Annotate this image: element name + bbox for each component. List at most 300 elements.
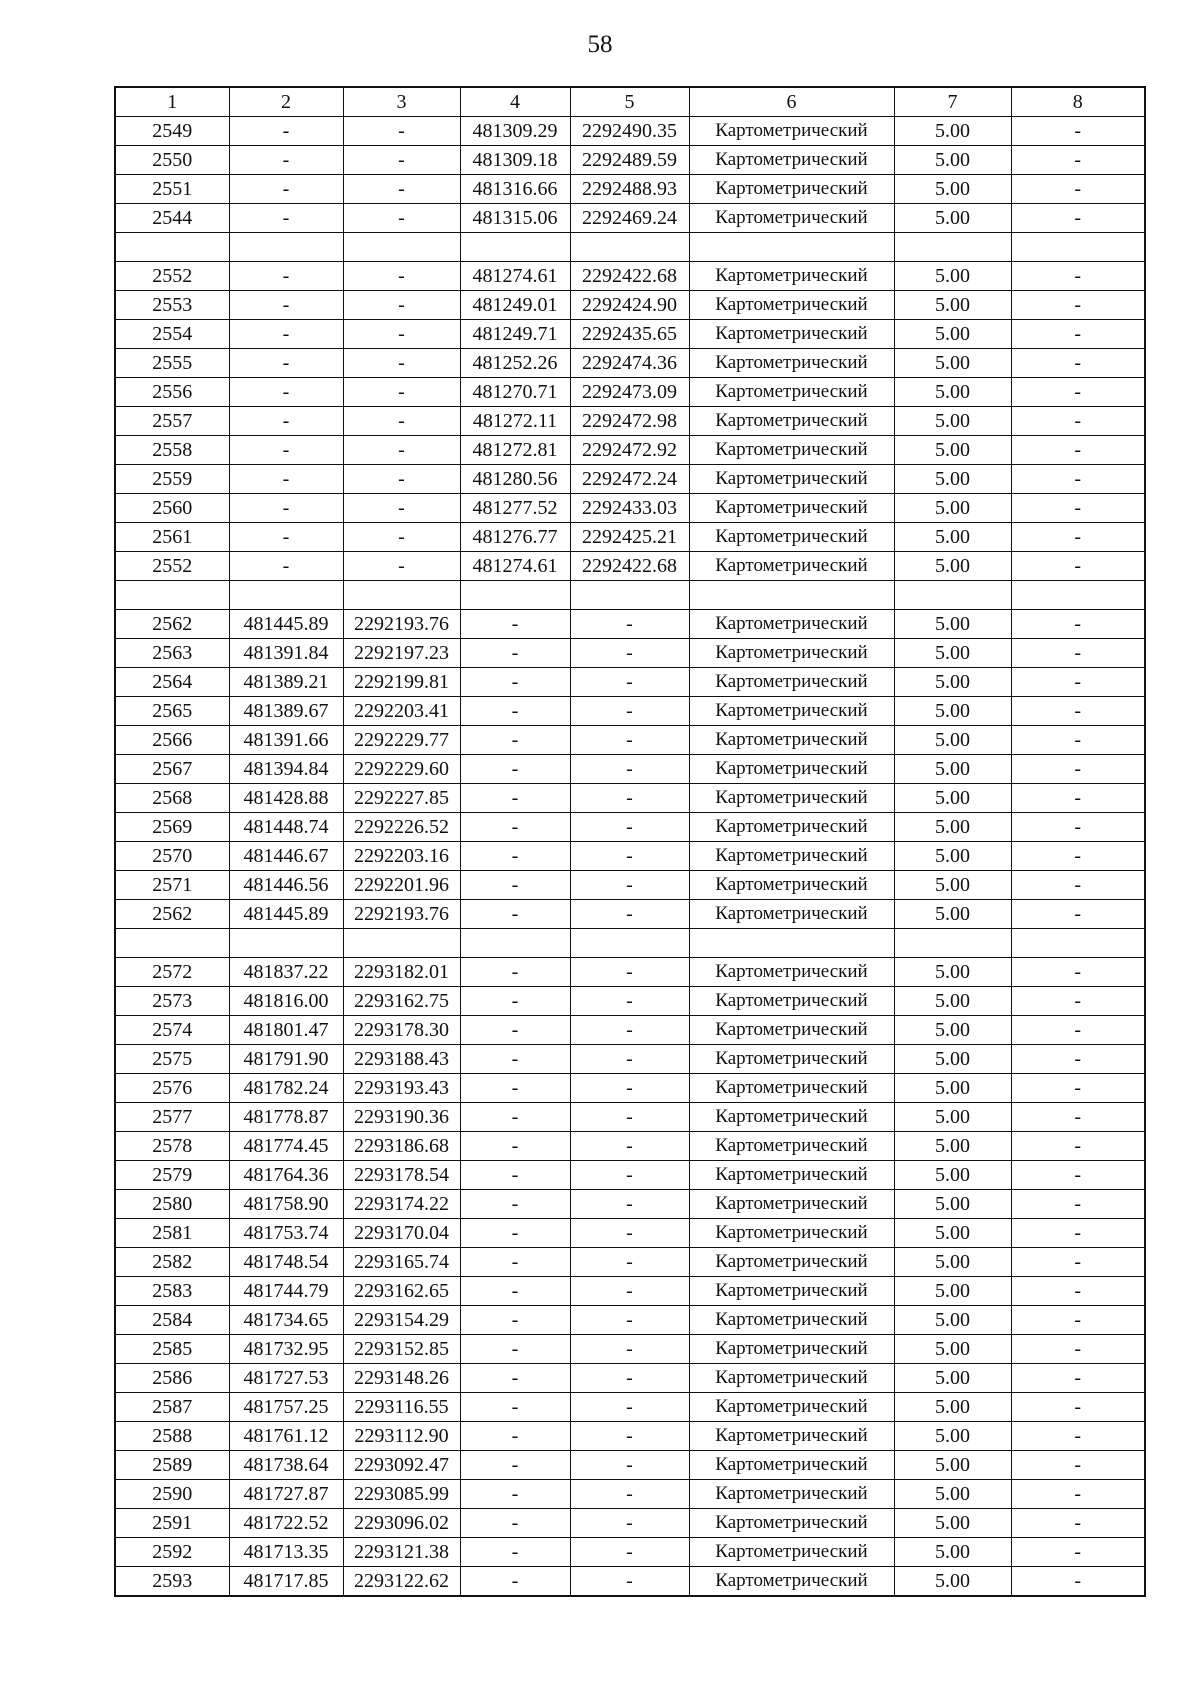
table-cell-col-2: 481791.90 xyxy=(229,1045,343,1074)
table-cell-col-2: 481727.87 xyxy=(229,1480,343,1509)
table-row xyxy=(115,465,1145,494)
table-cell-col-5 xyxy=(570,929,689,958)
table-cell-col-6: Картометрический xyxy=(689,639,894,668)
table-cell-col-5: - xyxy=(570,1277,689,1306)
table-cell-col-8: - xyxy=(1011,610,1145,639)
header-cell-3: 3 xyxy=(343,87,460,117)
table-cell-col-8: - xyxy=(1011,1480,1145,1509)
table-cell-col-6: Картометрический xyxy=(689,1219,894,1248)
table-row xyxy=(115,1016,1145,1045)
table-cell-col-7: 5.00 xyxy=(894,1509,1011,1538)
table-cell-col-5: 2292473.09 xyxy=(570,378,689,407)
table-cell-col-2: 481445.89 xyxy=(229,900,343,929)
table-cell-col-5: - xyxy=(570,1219,689,1248)
table-cell-col-1: 2585 xyxy=(115,1335,229,1364)
table-cell-col-4: - xyxy=(460,1045,570,1074)
table-cell-col-3: 2292203.16 xyxy=(343,842,460,871)
table-cell-col-2: 481778.87 xyxy=(229,1103,343,1132)
table-cell-col-2 xyxy=(229,929,343,958)
table-row xyxy=(115,1045,1145,1074)
table-cell-col-2: - xyxy=(229,436,343,465)
table-cell-col-4: - xyxy=(460,1074,570,1103)
table-cell-col-4: - xyxy=(460,1393,570,1422)
table-cell-col-7: 5.00 xyxy=(894,987,1011,1016)
table-cell-col-3: - xyxy=(343,494,460,523)
table-cell-col-8: - xyxy=(1011,436,1145,465)
table-cell-col-2: 481734.65 xyxy=(229,1306,343,1335)
header-cell-4: 4 xyxy=(460,87,570,117)
table-cell-col-3: - xyxy=(343,436,460,465)
table-cell-col-8: - xyxy=(1011,262,1145,291)
table-row xyxy=(115,1422,1145,1451)
table-cell-col-1: 2557 xyxy=(115,407,229,436)
table-cell-col-5: - xyxy=(570,813,689,842)
table-cell-col-4: 481309.18 xyxy=(460,146,570,175)
table-cell-col-7: 5.00 xyxy=(894,1248,1011,1277)
table-cell-col-8: - xyxy=(1011,784,1145,813)
table-cell-col-2: 481757.25 xyxy=(229,1393,343,1422)
table-row xyxy=(115,1190,1145,1219)
table-cell-col-6: Картометрический xyxy=(689,146,894,175)
table-cell-col-4: - xyxy=(460,668,570,697)
table-cell-col-7: 5.00 xyxy=(894,668,1011,697)
table-cell-col-4: - xyxy=(460,1509,570,1538)
table-row xyxy=(115,842,1145,871)
table-cell-col-6: Картометрический xyxy=(689,291,894,320)
table-cell-col-4 xyxy=(460,581,570,610)
table-cell-col-3: 2293154.29 xyxy=(343,1306,460,1335)
table-cell-col-1: 2572 xyxy=(115,958,229,987)
table-cell-col-3: 2292229.77 xyxy=(343,726,460,755)
table-cell-col-6: Картометрический xyxy=(689,117,894,146)
table-cell-col-2: - xyxy=(229,146,343,175)
table-row xyxy=(115,581,1145,610)
table-cell-col-7: 5.00 xyxy=(894,465,1011,494)
table-cell-col-7: 5.00 xyxy=(894,262,1011,291)
table-cell-col-1: 2558 xyxy=(115,436,229,465)
table-cell-col-1: 2575 xyxy=(115,1045,229,1074)
table-row xyxy=(115,262,1145,291)
table-cell-col-3: - xyxy=(343,320,460,349)
table-cell-col-8: - xyxy=(1011,175,1145,204)
table-cell-col-8: - xyxy=(1011,1422,1145,1451)
table-cell-col-6: Картометрический xyxy=(689,378,894,407)
table-cell-col-5: - xyxy=(570,1567,689,1597)
table-cell-col-3 xyxy=(343,233,460,262)
table-cell-col-6 xyxy=(689,233,894,262)
table-cell-col-7: 5.00 xyxy=(894,900,1011,929)
table-cell-col-8: - xyxy=(1011,146,1145,175)
header-cell-8: 8 xyxy=(1011,87,1145,117)
table-cell-col-5: 2292422.68 xyxy=(570,262,689,291)
table-cell-col-3: 2292193.76 xyxy=(343,610,460,639)
table-cell-col-1: 2563 xyxy=(115,639,229,668)
table-cell-col-2: 481722.52 xyxy=(229,1509,343,1538)
table-cell-col-7: 5.00 xyxy=(894,1422,1011,1451)
table-cell-col-4: - xyxy=(460,1161,570,1190)
table-row xyxy=(115,1277,1145,1306)
table-cell-col-1 xyxy=(115,929,229,958)
table-cell-col-7: 5.00 xyxy=(894,1306,1011,1335)
table-cell-col-1: 2577 xyxy=(115,1103,229,1132)
table-cell-col-4: - xyxy=(460,1016,570,1045)
table-cell-col-5: - xyxy=(570,1132,689,1161)
table-cell-col-4: 481272.81 xyxy=(460,436,570,465)
table-cell-col-4: 481272.11 xyxy=(460,407,570,436)
table-cell-col-7: 5.00 xyxy=(894,1538,1011,1567)
table-cell-col-4: 481252.26 xyxy=(460,349,570,378)
table-cell-col-3: 2292193.76 xyxy=(343,900,460,929)
table-cell-col-5: - xyxy=(570,987,689,1016)
table-cell-col-7: 5.00 xyxy=(894,1016,1011,1045)
table-cell-col-1: 2589 xyxy=(115,1451,229,1480)
table-cell-col-3: 2293148.26 xyxy=(343,1364,460,1393)
table-cell-col-6 xyxy=(689,581,894,610)
table-cell-col-4: - xyxy=(460,813,570,842)
table-cell-col-6: Картометрический xyxy=(689,1277,894,1306)
table-cell-col-5: - xyxy=(570,1045,689,1074)
table-cell-col-8: - xyxy=(1011,1248,1145,1277)
table-cell-col-5: - xyxy=(570,1422,689,1451)
table-cell-col-8: - xyxy=(1011,1045,1145,1074)
table-cell-col-3: 2292226.52 xyxy=(343,813,460,842)
table-row xyxy=(115,204,1145,233)
table-cell-col-8: - xyxy=(1011,117,1145,146)
table-cell-col-8 xyxy=(1011,233,1145,262)
table-cell-col-8: - xyxy=(1011,204,1145,233)
table-cell-col-7: 5.00 xyxy=(894,1190,1011,1219)
table-cell-col-1: 2591 xyxy=(115,1509,229,1538)
table-cell-col-8: - xyxy=(1011,1074,1145,1103)
table-cell-col-8: - xyxy=(1011,349,1145,378)
table-cell-col-1: 2583 xyxy=(115,1277,229,1306)
table-cell-col-4: 481274.61 xyxy=(460,262,570,291)
table-cell-col-1: 2552 xyxy=(115,552,229,581)
table-cell-col-8 xyxy=(1011,581,1145,610)
table-cell-col-3: 2293096.02 xyxy=(343,1509,460,1538)
table-cell-col-3: 2292203.41 xyxy=(343,697,460,726)
table-cell-col-3: 2293174.22 xyxy=(343,1190,460,1219)
table-cell-col-4: - xyxy=(460,639,570,668)
table-cell-col-7: 5.00 xyxy=(894,204,1011,233)
table-cell-col-5: 2292422.68 xyxy=(570,552,689,581)
table-cell-col-6: Картометрический xyxy=(689,1190,894,1219)
table-cell-col-8: - xyxy=(1011,1393,1145,1422)
table-cell-col-4: 481277.52 xyxy=(460,494,570,523)
table-cell-col-4: 481280.56 xyxy=(460,465,570,494)
table-cell-col-6: Картометрический xyxy=(689,1509,894,1538)
table-cell-col-5: - xyxy=(570,755,689,784)
table-row xyxy=(115,378,1145,407)
table-cell-col-5: - xyxy=(570,1190,689,1219)
table-cell-col-6: Картометрический xyxy=(689,813,894,842)
page-number: 58 xyxy=(587,31,613,58)
table-cell-col-8: - xyxy=(1011,1538,1145,1567)
table-cell-col-6: Картометрический xyxy=(689,1161,894,1190)
table-row xyxy=(115,1161,1145,1190)
table-cell-col-3: 2293085.99 xyxy=(343,1480,460,1509)
table-cell-col-1: 2556 xyxy=(115,378,229,407)
table-row xyxy=(115,813,1145,842)
table-row xyxy=(115,958,1145,987)
table-cell-col-2: 481837.22 xyxy=(229,958,343,987)
table-row xyxy=(115,1103,1145,1132)
table-cell-col-1: 2590 xyxy=(115,1480,229,1509)
table-cell-col-3: 2293152.85 xyxy=(343,1335,460,1364)
table-cell-col-6: Картометрический xyxy=(689,987,894,1016)
header-row xyxy=(115,87,1145,117)
table-cell-col-4 xyxy=(460,233,570,262)
header-cell-7: 7 xyxy=(894,87,1011,117)
table-cell-col-5: - xyxy=(570,639,689,668)
table-cell-col-7: 5.00 xyxy=(894,1335,1011,1364)
table-cell-col-8: - xyxy=(1011,842,1145,871)
header-cell-2: 2 xyxy=(229,87,343,117)
table-cell-col-6: Картометрический xyxy=(689,871,894,900)
table-cell-col-3: - xyxy=(343,552,460,581)
table-cell-col-6: Картометрический xyxy=(689,494,894,523)
table-cell-col-2: 481738.64 xyxy=(229,1451,343,1480)
table-cell-col-5 xyxy=(570,233,689,262)
table-cell-col-8: - xyxy=(1011,987,1145,1016)
header-cell-6: 6 xyxy=(689,87,894,117)
table-row xyxy=(115,523,1145,552)
table-cell-col-2 xyxy=(229,233,343,262)
table-cell-col-2: - xyxy=(229,117,343,146)
table-cell-col-8: - xyxy=(1011,494,1145,523)
table-cell-col-2: 481394.84 xyxy=(229,755,343,784)
table-cell-col-3: 2293190.36 xyxy=(343,1103,460,1132)
table-cell-col-3: 2293162.65 xyxy=(343,1277,460,1306)
table-cell-col-8: - xyxy=(1011,407,1145,436)
table-cell-col-5: - xyxy=(570,1074,689,1103)
table-cell-col-5: - xyxy=(570,1364,689,1393)
table-cell-col-4: 481249.71 xyxy=(460,320,570,349)
table-cell-col-6: Картометрический xyxy=(689,958,894,987)
table-row xyxy=(115,407,1145,436)
table-cell-col-2: - xyxy=(229,204,343,233)
table-cell-col-4: - xyxy=(460,987,570,1016)
header-cell-1: 1 xyxy=(115,87,229,117)
table-cell-col-2: - xyxy=(229,552,343,581)
table-cell-col-1: 2567 xyxy=(115,755,229,784)
table-cell-col-2: 481801.47 xyxy=(229,1016,343,1045)
table-cell-col-4: 481270.71 xyxy=(460,378,570,407)
table-cell-col-1: 2580 xyxy=(115,1190,229,1219)
table-cell-col-7: 5.00 xyxy=(894,117,1011,146)
table-cell-col-2: - xyxy=(229,378,343,407)
table-cell-col-7: 5.00 xyxy=(894,1393,1011,1422)
table-cell-col-5: - xyxy=(570,1480,689,1509)
table-cell-col-1: 2562 xyxy=(115,610,229,639)
table-cell-col-5: - xyxy=(570,1335,689,1364)
table-cell-col-4: - xyxy=(460,1132,570,1161)
table-cell-col-6: Картометрический xyxy=(689,610,894,639)
table-cell-col-3: 2293178.54 xyxy=(343,1161,460,1190)
table-cell-col-5: - xyxy=(570,1451,689,1480)
table-row xyxy=(115,552,1145,581)
table-cell-col-3: 2293186.68 xyxy=(343,1132,460,1161)
table-cell-col-5: - xyxy=(570,1538,689,1567)
table-cell-col-3: 2293165.74 xyxy=(343,1248,460,1277)
table-cell-col-1: 2571 xyxy=(115,871,229,900)
table-cell-col-2: 481758.90 xyxy=(229,1190,343,1219)
table-cell-col-7: 5.00 xyxy=(894,1219,1011,1248)
table-cell-col-5: 2292488.93 xyxy=(570,175,689,204)
table-cell-col-2: - xyxy=(229,175,343,204)
table-cell-col-3 xyxy=(343,581,460,610)
table-cell-col-5: - xyxy=(570,871,689,900)
table-cell-col-7: 5.00 xyxy=(894,958,1011,987)
table-cell-col-7: 5.00 xyxy=(894,1074,1011,1103)
table-cell-col-6: Картометрический xyxy=(689,668,894,697)
table-cell-col-3: - xyxy=(343,523,460,552)
table-cell-col-5: - xyxy=(570,668,689,697)
table-cell-col-5: - xyxy=(570,1248,689,1277)
table-cell-col-8: - xyxy=(1011,900,1145,929)
table-cell-col-1: 2570 xyxy=(115,842,229,871)
table-cell-col-6: Картометрический xyxy=(689,1393,894,1422)
table-cell-col-5: 2292472.92 xyxy=(570,436,689,465)
table-cell-col-7: 5.00 xyxy=(894,639,1011,668)
table-row xyxy=(115,929,1145,958)
table-row xyxy=(115,349,1145,378)
table-cell-col-2: 481764.36 xyxy=(229,1161,343,1190)
table-cell-col-3: - xyxy=(343,175,460,204)
table-cell-col-7: 5.00 xyxy=(894,552,1011,581)
table-cell-col-6: Картометрический xyxy=(689,436,894,465)
table-cell-col-3: - xyxy=(343,378,460,407)
table-cell-col-1: 2564 xyxy=(115,668,229,697)
table-cell-col-1: 2549 xyxy=(115,117,229,146)
table-cell-col-7: 5.00 xyxy=(894,320,1011,349)
table-cell-col-4: - xyxy=(460,1480,570,1509)
table-cell-col-8: - xyxy=(1011,871,1145,900)
table-cell-col-3: 2293170.04 xyxy=(343,1219,460,1248)
table-cell-col-8: - xyxy=(1011,1132,1145,1161)
table-cell-col-4: 481276.77 xyxy=(460,523,570,552)
table-row xyxy=(115,175,1145,204)
table-cell-col-7 xyxy=(894,581,1011,610)
table-cell-col-6: Картометрический xyxy=(689,552,894,581)
table-cell-col-1: 2566 xyxy=(115,726,229,755)
table-cell-col-6: Картометрический xyxy=(689,755,894,784)
table-cell-col-5: - xyxy=(570,610,689,639)
table-cell-col-2: 481445.89 xyxy=(229,610,343,639)
table-cell-col-7: 5.00 xyxy=(894,291,1011,320)
table-cell-col-4: - xyxy=(460,726,570,755)
table-cell-col-4: - xyxy=(460,1306,570,1335)
table-cell-col-6: Картометрический xyxy=(689,726,894,755)
table-cell-col-1: 2568 xyxy=(115,784,229,813)
table-cell-col-5: - xyxy=(570,958,689,987)
table-cell-col-4: - xyxy=(460,1567,570,1597)
table-row xyxy=(115,1074,1145,1103)
table-cell-col-8: - xyxy=(1011,958,1145,987)
table-cell-col-1: 2592 xyxy=(115,1538,229,1567)
table-cell-col-1: 2581 xyxy=(115,1219,229,1248)
table-cell-col-5: 2292435.65 xyxy=(570,320,689,349)
table-cell-col-4: - xyxy=(460,610,570,639)
table-cell-col-7: 5.00 xyxy=(894,175,1011,204)
table-cell-col-8: - xyxy=(1011,1016,1145,1045)
table-cell-col-4: - xyxy=(460,1219,570,1248)
table-cell-col-2: 481428.88 xyxy=(229,784,343,813)
table-cell-col-2: 481446.67 xyxy=(229,842,343,871)
table-cell-col-3: - xyxy=(343,117,460,146)
table-cell-col-6: Картометрический xyxy=(689,842,894,871)
table-cell-col-7 xyxy=(894,929,1011,958)
table-cell-col-4: - xyxy=(460,1335,570,1364)
table-cell-col-5: 2292425.21 xyxy=(570,523,689,552)
table-cell-col-5: 2292489.59 xyxy=(570,146,689,175)
table-cell-col-3: 2293178.30 xyxy=(343,1016,460,1045)
table-cell-col-6: Картометрический xyxy=(689,1364,894,1393)
table-cell-col-2: 481717.85 xyxy=(229,1567,343,1597)
table-body xyxy=(115,117,1145,1597)
table-cell-col-3: 2293116.55 xyxy=(343,1393,460,1422)
table-cell-col-5: - xyxy=(570,1393,689,1422)
table-cell-col-5: - xyxy=(570,1103,689,1132)
table-cell-col-2: - xyxy=(229,291,343,320)
table-cell-col-5: 2292433.03 xyxy=(570,494,689,523)
table-cell-col-6: Картометрический xyxy=(689,1538,894,1567)
table-cell-col-5: - xyxy=(570,1509,689,1538)
table-cell-col-3: 2292227.85 xyxy=(343,784,460,813)
table-row xyxy=(115,1335,1145,1364)
table-cell-col-1: 2562 xyxy=(115,900,229,929)
table-row xyxy=(115,755,1145,784)
table-cell-col-4 xyxy=(460,929,570,958)
table-row xyxy=(115,726,1145,755)
table-cell-col-1: 2555 xyxy=(115,349,229,378)
table-cell-col-7: 5.00 xyxy=(894,349,1011,378)
table-cell-col-4: 481274.61 xyxy=(460,552,570,581)
table-cell-col-4: - xyxy=(460,1248,570,1277)
table-cell-col-1: 2561 xyxy=(115,523,229,552)
table-cell-col-4: - xyxy=(460,1277,570,1306)
table-cell-col-2: 481748.54 xyxy=(229,1248,343,1277)
table-row xyxy=(115,1567,1145,1597)
table-cell-col-8: - xyxy=(1011,1103,1145,1132)
table-cell-col-5: - xyxy=(570,1306,689,1335)
table-row xyxy=(115,668,1145,697)
table-cell-col-8: - xyxy=(1011,291,1145,320)
table-cell-col-3: - xyxy=(343,204,460,233)
table-cell-col-3: 2293182.01 xyxy=(343,958,460,987)
table-cell-col-6: Картометрический xyxy=(689,697,894,726)
table-cell-col-6: Картометрический xyxy=(689,1335,894,1364)
table-cell-col-8: - xyxy=(1011,1451,1145,1480)
table-cell-col-2: 481744.79 xyxy=(229,1277,343,1306)
table-cell-col-3 xyxy=(343,929,460,958)
table-cell-col-7: 5.00 xyxy=(894,871,1011,900)
table-cell-col-6: Картометрический xyxy=(689,1306,894,1335)
table-cell-col-8: - xyxy=(1011,1335,1145,1364)
table-cell-col-5: - xyxy=(570,1161,689,1190)
table-cell-col-7: 5.00 xyxy=(894,378,1011,407)
table-cell-col-6 xyxy=(689,929,894,958)
table-cell-col-8: - xyxy=(1011,1190,1145,1219)
table-cell-col-1: 2584 xyxy=(115,1306,229,1335)
table-cell-col-4: - xyxy=(460,784,570,813)
table-cell-col-2: - xyxy=(229,465,343,494)
table-row xyxy=(115,1306,1145,1335)
table-row xyxy=(115,1132,1145,1161)
table-cell-col-2: 481753.74 xyxy=(229,1219,343,1248)
table-cell-col-8: - xyxy=(1011,639,1145,668)
table-cell-col-1: 2553 xyxy=(115,291,229,320)
